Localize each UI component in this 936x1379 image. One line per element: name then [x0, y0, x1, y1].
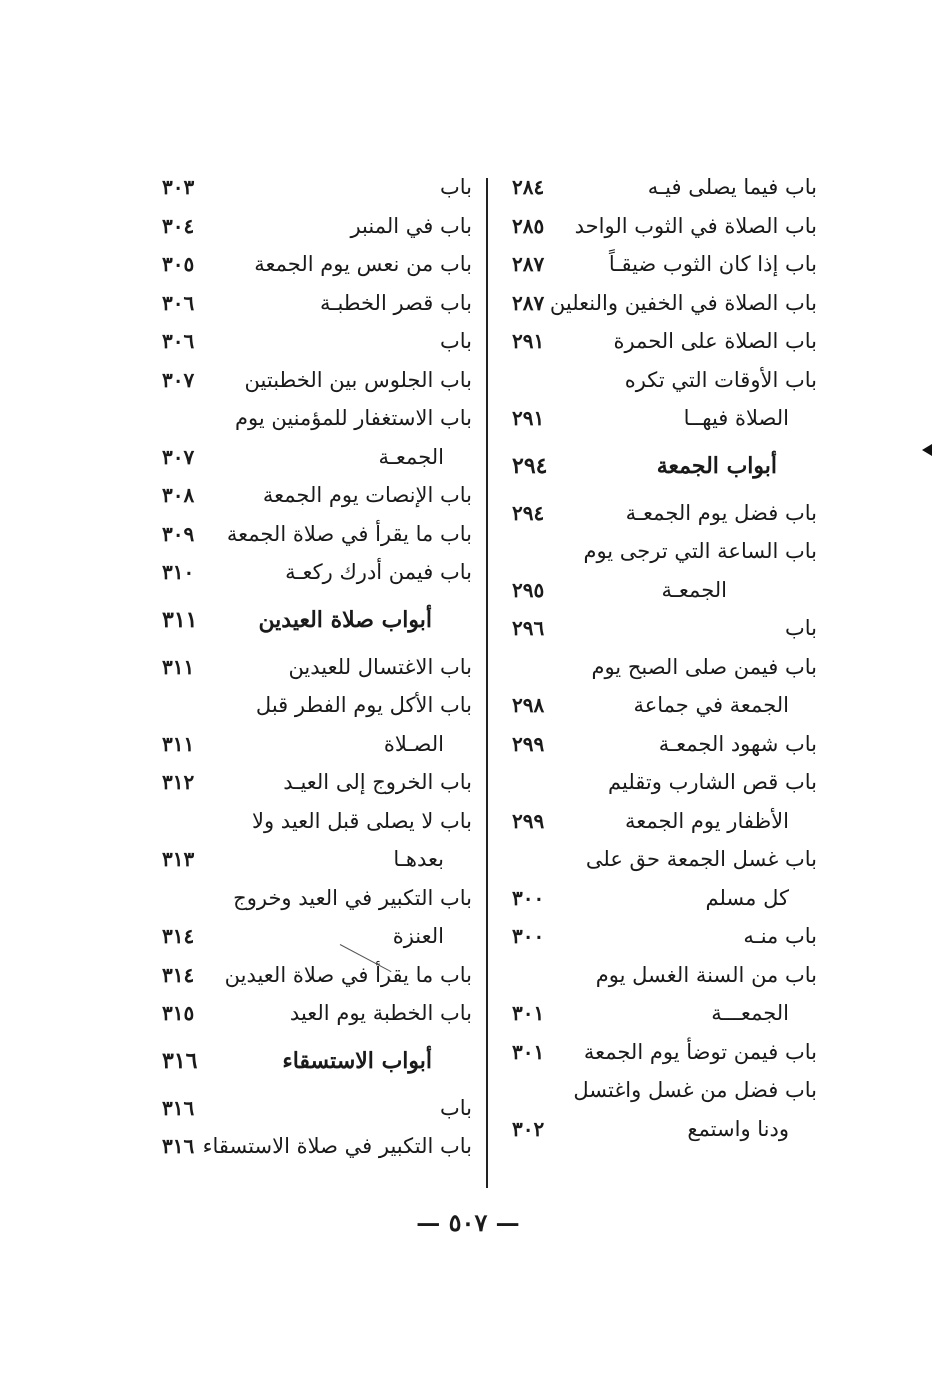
entry-title: باب — [439, 1095, 472, 1120]
entry-page-number: ٣٠١ — [512, 1039, 545, 1064]
entry-page-number: ٣١٢ — [162, 770, 195, 794]
entry-page-number: ٢٨٥ — [512, 213, 545, 238]
entry-page-number: ٣٠٧ — [162, 367, 195, 392]
entry-title: باب إذا كان الثوب ضيقـاً — [608, 252, 817, 276]
entry-page-number: ٢٨٧ — [512, 252, 545, 276]
entry-title: ودنا واستمع — [687, 1116, 789, 1141]
entry-page-number: ٣١٠ — [162, 560, 195, 584]
entry-title: باب شهود الجمعـة — [658, 731, 817, 756]
index-entry-continuation — [162, 917, 472, 956]
index-entry-continuation — [512, 802, 817, 841]
entry-page-number: ٣٠٧ — [162, 444, 195, 469]
entry-title: باب الأكل يوم الفطر قبل — [255, 693, 472, 717]
index-entry — [512, 207, 817, 246]
entry-page-number: ٣٠٠ — [512, 885, 545, 910]
entry-title: باب فيمن توضأ يوم الجمعة — [583, 1039, 817, 1064]
entry-page-number: ٢٨٤ — [512, 175, 545, 199]
entry-page-number: ٣١٦ — [162, 1134, 195, 1158]
index-entry — [162, 648, 472, 687]
entry-title: باب قصر الخطبـة — [320, 290, 472, 315]
index-entry — [512, 168, 817, 207]
entry-title: باب ما يقرأ في صلاة العيدين — [224, 962, 472, 987]
index-entry-continuation — [512, 994, 817, 1033]
index-entry — [512, 956, 817, 995]
margin-arrow-icon — [922, 444, 932, 456]
entry-title: باب التكبير في العيد وخروج — [233, 885, 472, 910]
index-entry — [512, 284, 817, 323]
index-entry — [162, 1127, 472, 1166]
entry-title: كل مسلم — [705, 885, 789, 910]
entry-title: باب من السنة الغسل يوم — [595, 962, 817, 987]
entry-page-number: ٣١٦ — [162, 1095, 195, 1120]
index-entry — [512, 1071, 817, 1110]
entry-title: باب الساعة التي ترجى يوم — [583, 539, 817, 563]
index-entry — [512, 322, 817, 361]
entry-title: باب الإنصات يوم الجمعة — [262, 483, 472, 507]
index-entry — [162, 476, 472, 515]
index-entry — [162, 956, 472, 995]
index-entry — [162, 553, 472, 592]
entry-title: العنزة — [392, 924, 444, 948]
page-number-footer: — ٥٠٧ — — [416, 1208, 520, 1237]
entry-title: باب الأوقات التي تكره — [624, 367, 817, 392]
index-entry-continuation — [162, 438, 472, 477]
index-entry — [512, 648, 817, 687]
entry-page-number: ٢٩٥ — [512, 577, 545, 602]
section-page-number: ٢٩٤ — [512, 452, 548, 479]
entry-title: الجمعـــة — [711, 1001, 789, 1025]
entry-title: باب فيما يصلى فيـه — [647, 175, 817, 199]
index-entry-continuation — [162, 840, 472, 879]
index-entry — [162, 686, 472, 725]
entry-title: باب الصلاة في الخفين والنعلين — [549, 290, 817, 315]
entry-page-number: ٣٠٣ — [162, 175, 195, 199]
entry-page-number: ٣٠٦ — [162, 329, 195, 353]
index-entry — [162, 802, 472, 841]
entry-title: باب — [439, 175, 472, 199]
entry-page-number: ٣١١ — [162, 654, 195, 679]
entry-page-number: ٣١٣ — [162, 847, 195, 871]
index-entry-continuation — [512, 1110, 817, 1149]
index-entry — [162, 322, 472, 361]
index-entry — [512, 840, 817, 879]
entry-title: باب منـه — [743, 924, 817, 948]
index-entry — [512, 763, 817, 802]
entry-page-number: ٢٩٩ — [512, 808, 545, 833]
section-page-number: ٣١٦ — [162, 1047, 198, 1074]
entry-page-number: ٣٠٢ — [512, 1116, 545, 1141]
entry-page-number: ٣١١ — [162, 731, 195, 756]
entry-page-number: ٢٩٨ — [512, 693, 545, 717]
entry-page-number: ٣٠٨ — [162, 483, 195, 507]
index-entry — [512, 361, 817, 400]
index-entry-continuation — [162, 725, 472, 764]
column-divider — [486, 178, 488, 1188]
entry-title: باب ما يقرأ في صلاة الجمعة — [226, 521, 472, 546]
entry-title: باب الخطبة يوم العيد — [289, 1001, 472, 1025]
index-entry — [162, 168, 472, 207]
entry-title: بعدهـا — [393, 847, 444, 871]
entry-page-number: ٢٩٤ — [512, 500, 545, 525]
section-title: أبواب صلاة العيدين — [258, 606, 432, 633]
entry-title: باب الصلاة في الثوب الواحد — [574, 213, 817, 238]
index-entry — [162, 207, 472, 246]
entry-page-number: ٢٩١ — [512, 406, 545, 430]
index-entry — [162, 245, 472, 284]
index-entry — [162, 284, 472, 323]
entry-title: الصلاة فيهــا — [683, 406, 789, 430]
entry-page-number: ٢٩١ — [512, 329, 545, 353]
entry-page-number: ٣٠٤ — [162, 213, 195, 238]
index-entry — [162, 515, 472, 554]
section-title: أبواب الاستسقاء — [282, 1047, 432, 1074]
entry-title: باب — [784, 616, 817, 640]
index-entry — [512, 245, 817, 284]
entry-page-number: ٣٠٩ — [162, 521, 195, 546]
entry-title: باب من نعس يوم الجمعة — [254, 252, 472, 276]
section-heading — [162, 592, 472, 648]
index-entry-continuation — [512, 879, 817, 918]
entry-title: الجمعـة — [661, 577, 727, 602]
index-entry — [162, 879, 472, 918]
index-entry — [512, 1033, 817, 1072]
section-title: أبواب الجمعة — [656, 452, 777, 479]
index-entry — [162, 399, 472, 438]
entry-title: باب الجلوس بين الخطبتين — [244, 367, 472, 392]
index-entry-continuation — [512, 399, 817, 438]
entry-title: الجمعـة — [378, 444, 444, 469]
entry-page-number: ٢٩٩ — [512, 731, 545, 756]
entry-page-number: ٣٠١ — [512, 1001, 545, 1025]
index-entry — [512, 532, 817, 571]
entry-title: باب — [439, 329, 472, 353]
section-page-number: ٣١١ — [162, 606, 198, 633]
entry-title: باب الاستغفار للمؤمنين يوم — [234, 406, 472, 430]
index-column-right — [512, 168, 817, 1148]
section-heading — [512, 438, 817, 494]
entry-title: باب فضل يوم الجمعـة — [625, 500, 817, 525]
index-entry — [512, 609, 817, 648]
entry-title: الأظفار يوم الجمعة — [624, 808, 789, 833]
index-entry — [162, 763, 472, 802]
index-entry — [162, 1089, 472, 1128]
index-entry — [512, 494, 817, 533]
entry-title: باب قص الشارب وتقليم — [608, 770, 817, 794]
index-entry — [162, 361, 472, 400]
entry-title: الجمعة في جماعة — [633, 693, 789, 717]
index-entry — [162, 994, 472, 1033]
entry-title: باب الخروج إلى العيـد — [283, 770, 472, 794]
index-entry — [512, 917, 817, 956]
index-entry — [512, 725, 817, 764]
entry-title: باب الاغتسال للعيدين — [288, 654, 472, 679]
entry-title: باب الصلاة على الحمرة — [613, 329, 817, 353]
section-heading — [162, 1033, 472, 1089]
entry-title: باب غسل الجمعة حق على — [585, 847, 817, 871]
entry-page-number: ٢٨٧ — [512, 290, 545, 315]
entry-title: الصـلاة — [383, 731, 444, 756]
entry-title: باب التكبير في صلاة الاستسقاء — [202, 1134, 472, 1158]
entry-title: باب في المنبر — [350, 213, 472, 238]
entry-page-number: ٣٠٦ — [162, 290, 195, 315]
entry-title: باب لا يصلى قبل العيد ولا — [252, 808, 472, 833]
entry-title: باب فيمن صلى الصبح يوم — [591, 654, 817, 679]
entry-page-number: ٣١٤ — [162, 962, 195, 987]
entry-title: باب فضل من غسل واغتسل — [573, 1078, 817, 1102]
index-column-left — [162, 168, 472, 1166]
index-entry-continuation — [512, 686, 817, 725]
entry-page-number: ٣٠٠ — [512, 924, 545, 948]
entry-page-number: ٣٠٥ — [162, 252, 195, 276]
entry-page-number: ٣١٤ — [162, 924, 195, 948]
entry-page-number: ٢٩٦ — [512, 616, 545, 640]
entry-title: باب فيمن أدرك ركعـة — [285, 560, 472, 584]
entry-page-number: ٣١٥ — [162, 1001, 195, 1025]
index-entry-continuation — [512, 571, 817, 610]
